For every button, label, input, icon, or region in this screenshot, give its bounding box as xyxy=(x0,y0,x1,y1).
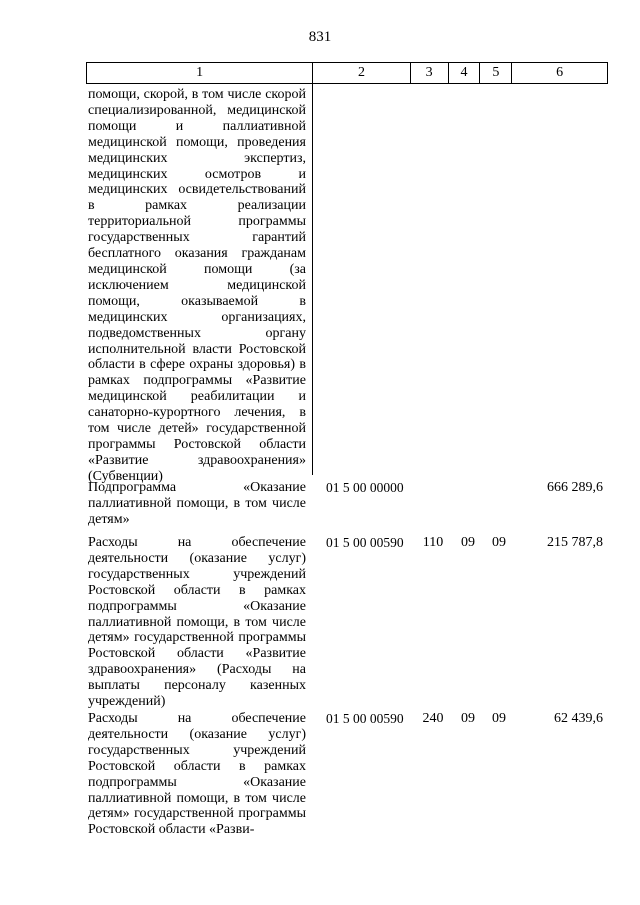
target-article-code: 01 5 00 00590 xyxy=(326,535,404,550)
page-number: 831 xyxy=(308,29,332,45)
row-amount: 666 289,6 xyxy=(547,480,603,495)
header-col-2: 2 xyxy=(313,63,411,83)
subsection-code: 09 xyxy=(492,535,506,550)
section-code: 09 xyxy=(461,535,475,550)
target-article-code: 01 5 00 00000 xyxy=(326,480,404,495)
row-amount: 215 787,8 xyxy=(547,535,603,550)
header-col-3: 3 xyxy=(411,63,449,83)
row-amount: 62 439,6 xyxy=(554,711,603,726)
subsection-code: 09 xyxy=(492,711,506,726)
row-description: помощи, скорой, в том числе скорой специализированной, медицинской помощи и паллиативной медицинской помощи, проведения медицинских экспертиз, медицинских осмотров и медицинских освидетельствований в рамках реализации территориальной программы государственных гарантий бесплатного оказания гражданам медицинской помощи (за исключением медицинской помощи, оказываемой в медицинских организациях, подведомственных органу исполнительной власти Ростовской области в сфере охраны здоровья) в рамках подпрограммы «Развитие медицинской реабилитации и санаторно-курортного лечения, в том числе детей» государственной программы Ростовской области «Развитие здравоохранения» (Субвенции) xyxy=(88,87,306,484)
section-code: 09 xyxy=(461,711,475,726)
header-col-5: 5 xyxy=(480,63,512,83)
target-article-code: 01 5 00 00590 xyxy=(326,711,404,726)
expense-type-code: 110 xyxy=(422,535,444,550)
header-col-1: 1 xyxy=(87,63,313,83)
table-header xyxy=(86,62,608,84)
row-description: Расходы на обеспечение деятельности (оказание услуг) государственных учреждений Ростовской области в рамках подпрограммы «Оказание паллиативной помощи, в том числе детям» государственной программы Ростовской области «Развитие здравоохранения» (Расходы на выплаты персоналу казенных учреждений) xyxy=(88,535,306,710)
column-divider xyxy=(312,84,313,475)
expense-type-code: 240 xyxy=(422,711,444,726)
header-col-4: 4 xyxy=(449,63,481,83)
header-col-6: 6 xyxy=(556,65,564,80)
row-description: Подпрограмма «Оказание паллиативной помощи, в том числе детям» xyxy=(88,480,306,527)
row-description: Расходы на обеспечение деятельности (оказание услуг) государственных учреждений Ростовской области в рамках подпрограммы «Оказание паллиативной помощи, в том числе детям» государственной программы Ростовской области «Разви- xyxy=(88,711,306,838)
